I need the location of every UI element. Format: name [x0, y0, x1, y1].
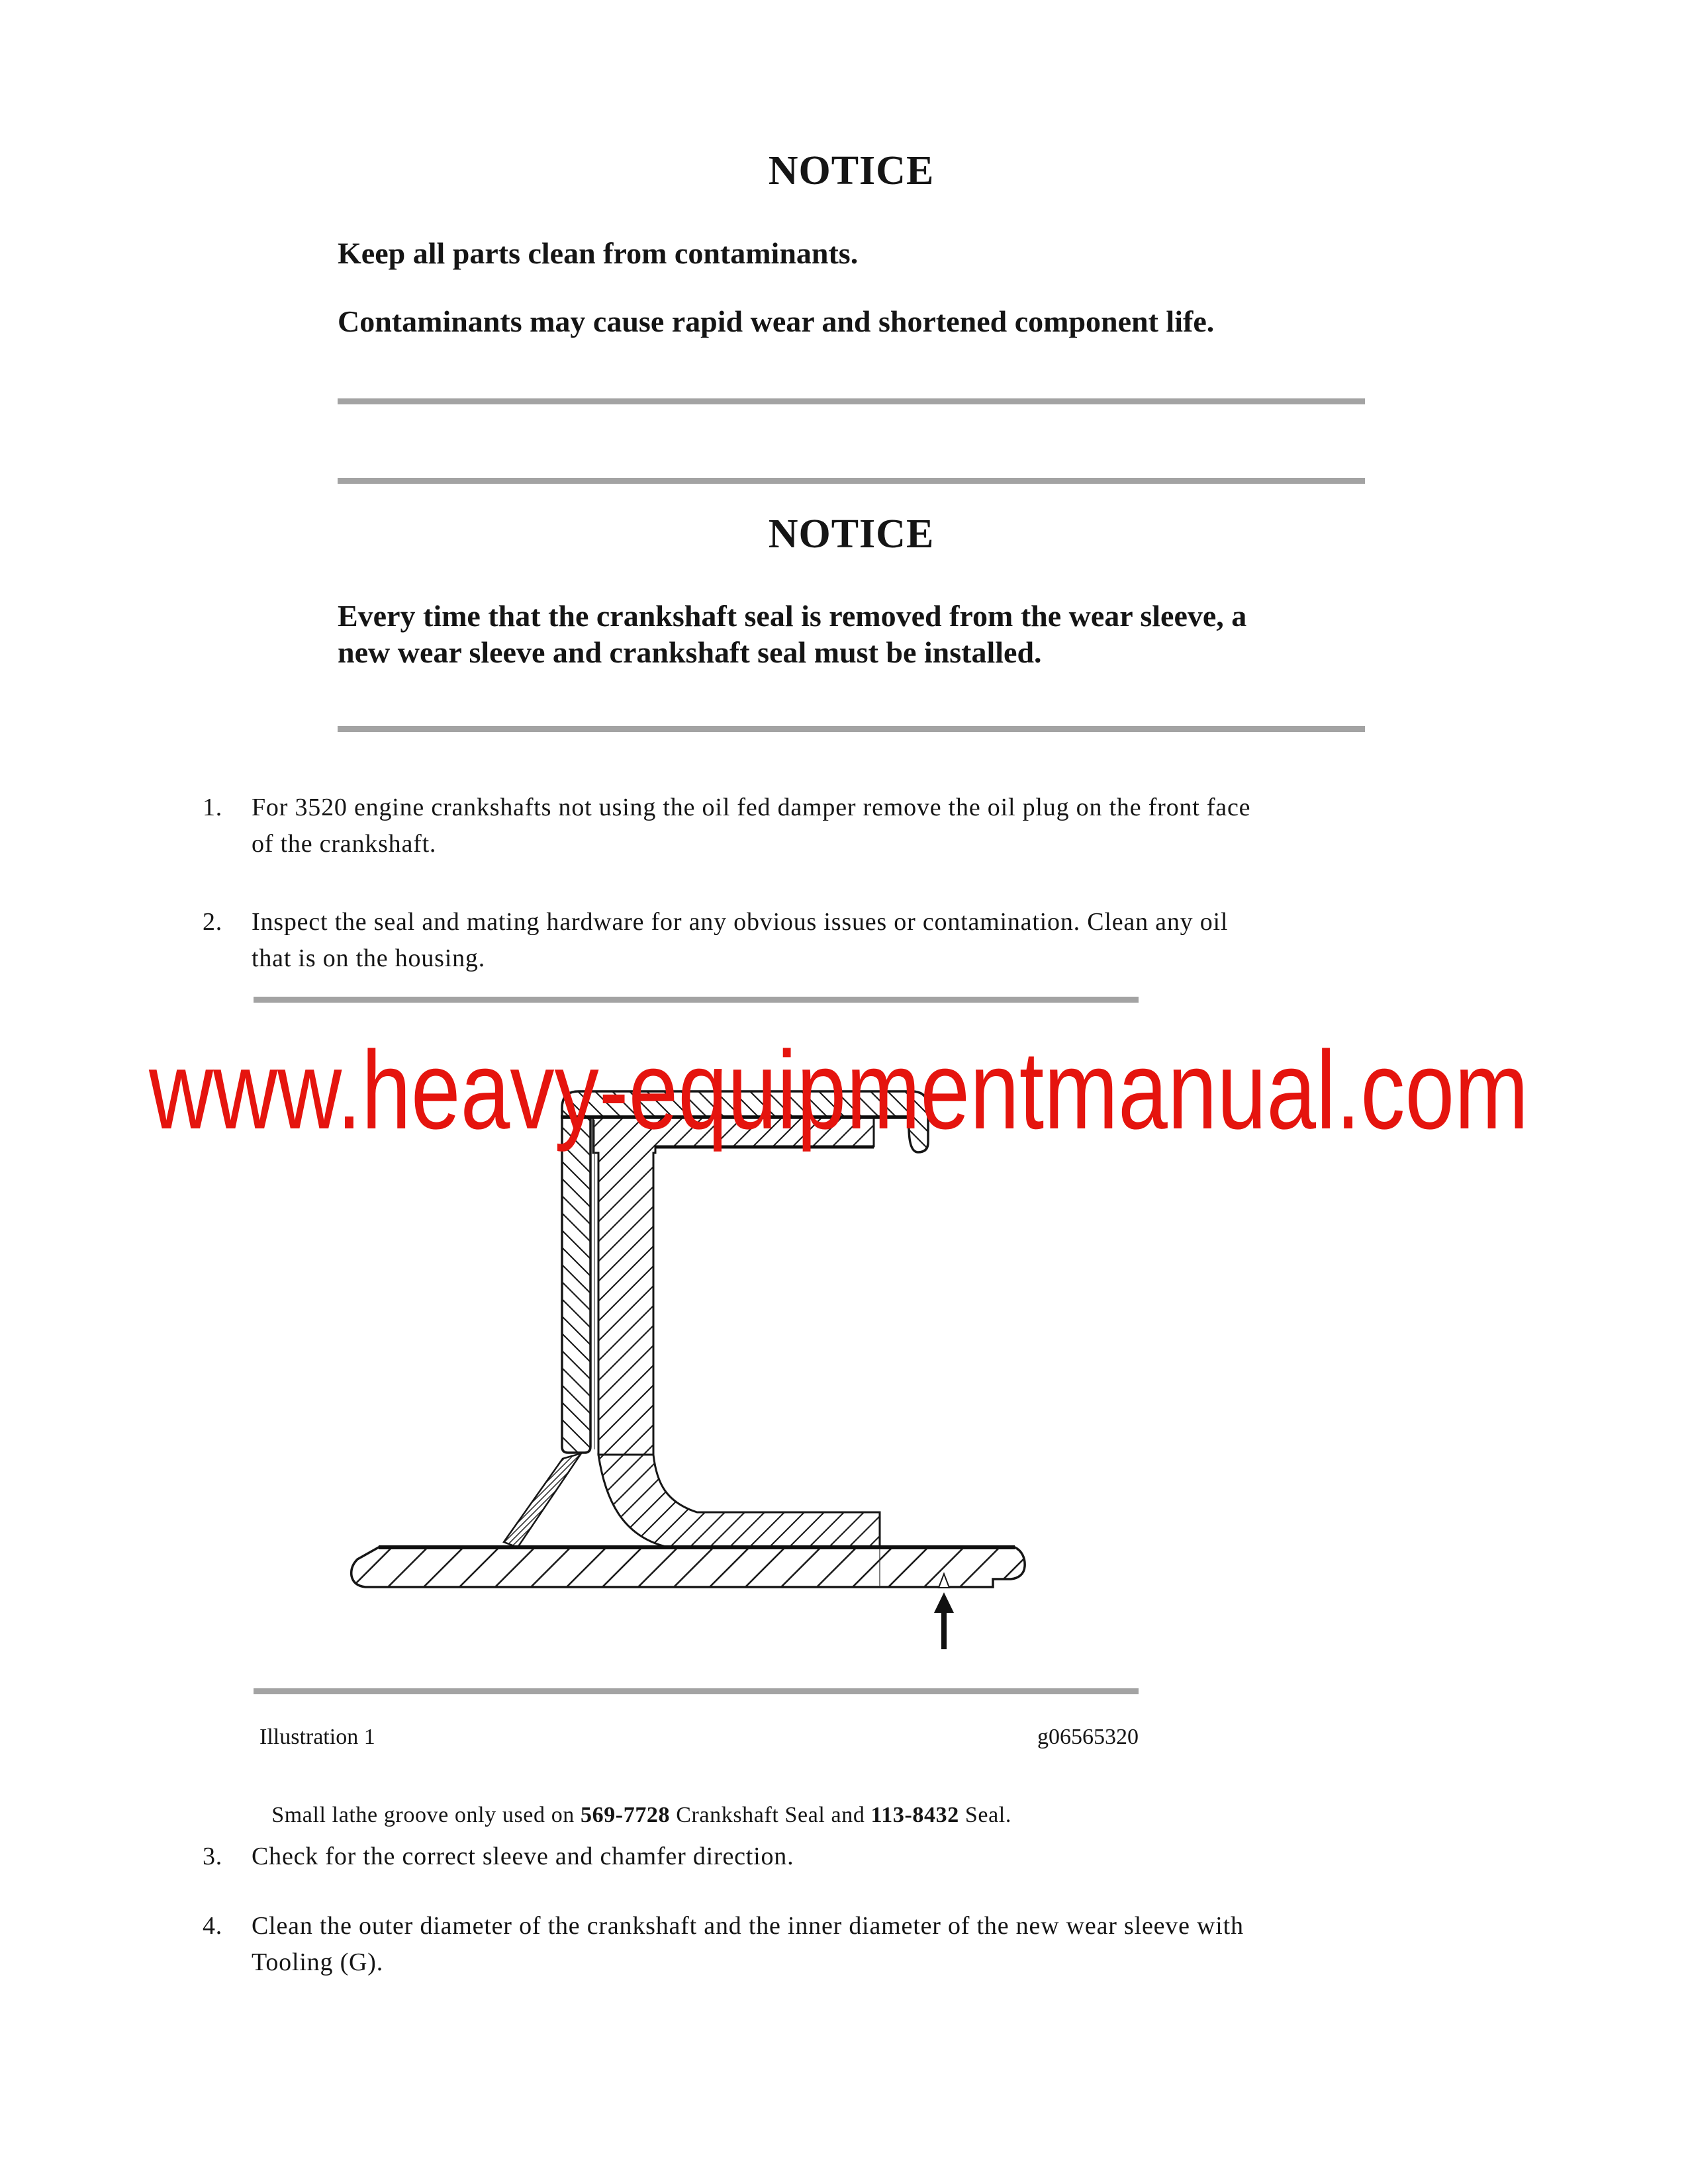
step-1-line-1: For 3520 engine crankshafts not using the oil fed damper remove the oil plug on the front face	[252, 794, 1251, 821]
caption-part-number-2: 113-8432	[870, 1803, 959, 1827]
figure-caption	[259, 1776, 1252, 1829]
seal-inner-element	[593, 1117, 874, 1455]
step-2-line-1: Inspect the seal and mating hardware for any obvious issues or contamination. Clean any oil	[252, 908, 1229, 936]
figure-label: Illustration 1	[259, 1725, 375, 1749]
caption-part-number-1: 569-7728	[581, 1803, 671, 1827]
horizontal-rule-3	[338, 726, 1365, 732]
seal-dust-lip	[504, 1453, 581, 1547]
groove-pointer-arrow-icon	[934, 1592, 954, 1649]
seal-lip-and-foot	[598, 1455, 880, 1547]
notice-1-paragraph-2: Contaminants may cause rapid wear and shortened component life.	[338, 304, 1215, 338]
step-1-number: 1.	[203, 794, 223, 821]
step-3-line-1: Check for the correct sleeve and chamfer direction.	[252, 1843, 794, 1870]
notice-2-line-2: new wear sleeve and crankshaft seal must be installed.	[338, 635, 1042, 669]
horizontal-rule-2	[338, 478, 1365, 484]
notice-1-paragraph-1: Keep all parts clean from contaminants.	[338, 236, 859, 270]
notice-2-line-1: Every time that the crankshaft seal is removed from the wear sleeve, a	[338, 599, 1247, 633]
caption-text-1: Small lathe groove only used on	[271, 1803, 581, 1827]
step-4-number: 4.	[203, 1912, 223, 1940]
figure-code: g06565320	[1037, 1725, 1139, 1749]
step-4-line-2: Tooling (G).	[252, 1948, 384, 1976]
step-4-line-1: Clean the outer diameter of the crankshaft and the inner diameter of the new wear sleeve with	[252, 1912, 1244, 1940]
notice-2-title: NOTICE	[768, 512, 935, 557]
seal-cross-section-illustration	[324, 1079, 1066, 1661]
wear-sleeve-bar	[352, 1547, 1025, 1587]
notice-2-paragraph	[338, 598, 1450, 670]
horizontal-rule-1	[338, 398, 1365, 404]
caption-text-2: Crankshaft Seal and	[670, 1803, 871, 1827]
caption-text-3: Seal.	[959, 1803, 1011, 1827]
watermark-text: www.heavy-equipmentmanual.com	[149, 1028, 1529, 1152]
figure-top-border	[254, 997, 1139, 1003]
step-1-line-2: of the crankshaft.	[252, 830, 437, 858]
figure-label-row	[254, 1724, 1139, 1751]
notice-1-title: NOTICE	[768, 148, 935, 193]
step-2-number: 2.	[203, 908, 223, 936]
step-3-number: 3.	[203, 1843, 223, 1870]
figure-bottom-border	[254, 1688, 1139, 1694]
step-2-line-2: that is on the housing.	[252, 944, 485, 972]
